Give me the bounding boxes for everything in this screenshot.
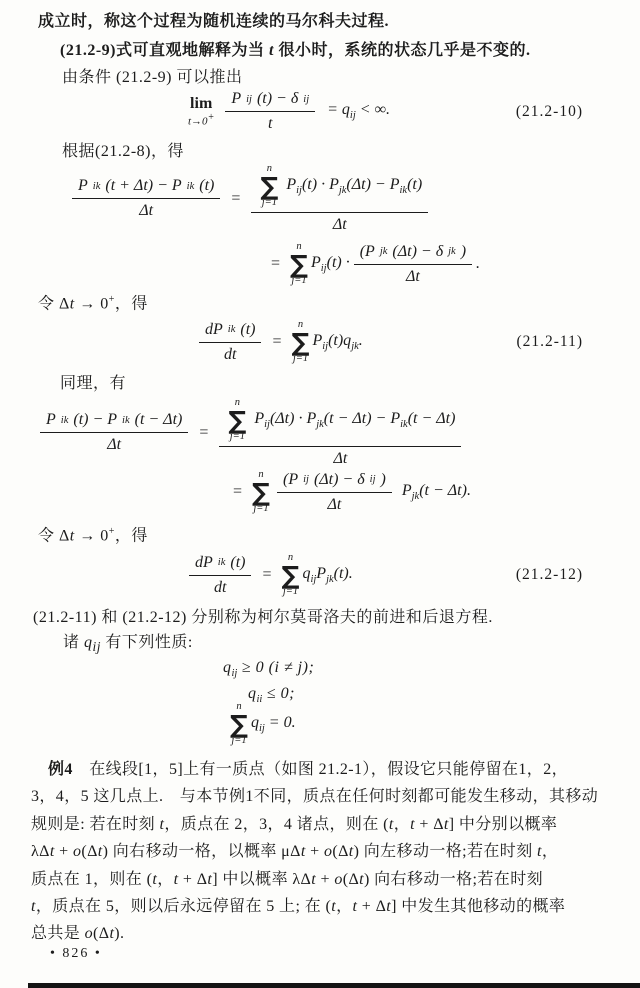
fraction-denominator: Δt (107, 436, 122, 454)
equation-backward-derivation-line2 (0, 470, 640, 515)
example-line: λΔt + o(Δt) 向右移动一格，以概率 μΔt + o(Δt) 向左移动一格;若在时刻 t， (31, 843, 559, 861)
fraction (72, 177, 220, 220)
fraction-numerator: P ik (t) − P ik (t − Δt) (40, 411, 188, 433)
sigma-symbol: ∑ (290, 249, 308, 279)
fraction-numerator: (P jk (Δt) − δ jk ) (354, 243, 472, 265)
summation-operator (290, 242, 308, 287)
summation-operator (230, 702, 248, 747)
fraction-denominator: dt (214, 578, 227, 596)
sigma-symbol: ∑ (252, 477, 270, 507)
summation-operator (252, 470, 270, 515)
lim-text: lim (190, 94, 213, 112)
summation-operator (292, 320, 310, 365)
scan-edge-bar (28, 983, 640, 988)
summation-operator (282, 553, 300, 598)
equals-sign: = (231, 189, 241, 207)
fraction-numerator: P ik (t + Δt) − P ik (t) (72, 177, 220, 199)
equation-21-2-11 (0, 320, 640, 365)
equals-sign: = (199, 423, 209, 441)
let-delta-t-sentence-2: 令 Δt → 0+，得 (38, 526, 148, 545)
fraction (199, 321, 261, 364)
explain-sentence: (21.2-9)式可直观地解释为当 t 很小时，系统的状态几乎是不变的. (60, 42, 531, 59)
fraction-denominator: t (267, 115, 273, 132)
sum-body: $q_{ij}P_{jk}(t)$. (302, 565, 353, 586)
fraction-numerator (251, 164, 428, 213)
example-line: 3，4，5 这几点上. 与本节例1不同，质点在任何时刻都可能发生移动，其移动 (31, 788, 599, 806)
sigma-symbol: ∑ (228, 405, 247, 435)
property-2: $q_{ii} \le 0$; (248, 685, 295, 706)
sum-lower-limit: j=1 (253, 503, 269, 515)
sigma-symbol: ∑ (230, 709, 248, 739)
summation-operator (260, 164, 278, 209)
fraction (189, 554, 251, 597)
fraction (354, 243, 472, 286)
sum-lower-limit: j=1 (229, 431, 245, 443)
let-delta-t-sentence-1: 令 Δt → 0+，得 (38, 294, 148, 313)
equals-sign: = (271, 255, 281, 273)
example-line: 例4 在线段[1，5]上有一质点（如图 21.2-1），假设它只能停留在1，2， (48, 761, 568, 778)
sum-upper-limit: n (236, 701, 242, 712)
sigma-symbol: ∑ (291, 327, 310, 357)
equation-rhs: = $q_{ij}$ < ∞. (327, 101, 390, 122)
sum-upper-limit: n (297, 319, 304, 330)
property-3 (227, 702, 296, 747)
tongli-sentence: 同理，有 (60, 375, 127, 392)
properties-intro: 诸 $q_{ij}$ 有下列性质: (63, 634, 193, 655)
property-1: $q_{ij} \ge 0$ (i ≠ j); (223, 659, 315, 680)
fraction (219, 398, 461, 468)
fraction (251, 164, 428, 234)
sum-lower-limit: j=1 (291, 275, 307, 287)
genju-sentence: 根据(21.2-8)，得 (62, 143, 184, 160)
sum-upper-limit: n (234, 397, 240, 408)
equation-backward-derivation-line1 (0, 398, 640, 468)
fraction-numerator (219, 398, 461, 447)
fraction-denominator: Δt (332, 215, 347, 233)
fraction-numerator: (P ij (Δt) − δ ij ) (277, 471, 392, 493)
lim-subscript: t→0+ (188, 111, 215, 128)
fraction-denominator: Δt (139, 202, 154, 220)
equals-sign: = (233, 483, 243, 501)
condition-sentence: 由条件 (21.2-9) 可以推出 (62, 69, 243, 86)
sum-upper-limit: n (296, 241, 302, 252)
fraction-numerator: dP ik (t) (189, 554, 251, 576)
equation-21-2-12 (0, 553, 640, 598)
example-line: 质点在 1，则在 (t，t + Δt] 中以概率 λΔt + o(Δt) 向右移动一格;若在时刻 (31, 870, 543, 888)
equals-sign: = (272, 333, 282, 351)
sum-lower-limit: j=1 (231, 735, 247, 747)
period: . (476, 255, 481, 273)
fraction (277, 471, 392, 514)
fraction-denominator: Δt (327, 495, 342, 513)
fraction-denominator: Δt (405, 267, 420, 285)
intro-sentence: 成立时，称这个过程为随机连续的马尔科夫过程. (38, 13, 390, 30)
sigma-symbol: ∑ (281, 560, 300, 590)
fraction (40, 411, 188, 454)
sum-upper-limit: n (258, 469, 264, 480)
sigma-symbol: ∑ (260, 171, 279, 201)
equation-number: (21.2-11) (516, 333, 583, 351)
example-line: 总共是 o(Δt). (31, 925, 125, 943)
sum-upper-limit: n (266, 163, 272, 174)
sum-body: $P_{ij}(t)q_{jk}$. (312, 332, 363, 353)
equation-number: (21.2-10) (515, 102, 583, 120)
limit-operator (188, 96, 214, 128)
fraction-numerator: P ij (t) − δ ij (225, 90, 315, 112)
equation-forward-derivation-line1 (0, 164, 640, 234)
sum-body: $q_{ij} = 0$. (250, 714, 296, 735)
fraction-denominator: Δt (333, 449, 348, 467)
sum-upper-limit: n (287, 552, 294, 563)
fraction (225, 90, 315, 133)
sum-body: $P_{ij}(t) \cdot P_{jk}(\Delta t) - P_{ik}(t)$ (286, 176, 423, 197)
equation-forward-derivation-line2 (0, 242, 640, 287)
summation-operator (228, 398, 246, 443)
sum-lower-limit: j=1 (282, 586, 299, 598)
fraction-numerator: dP ik (t) (199, 321, 261, 343)
equation-21-2-10 (0, 90, 640, 133)
page-number: • 826 • (50, 946, 102, 961)
equation-number: (21.2-12) (515, 566, 583, 584)
sum-body: $P_{ij}(\Delta t) \cdot P_{jk}(t - \Delta t) - P_{ik}(t - \Delta t)$ (254, 410, 456, 431)
fraction-denominator: dt (224, 345, 237, 363)
sum-lower-limit: j=1 (292, 353, 309, 365)
example-line: 规则是: 若在时刻 t，质点在 2，3，4 诸点，则在 (t，t + Δt] 中分别以概率 (31, 815, 558, 833)
equals-sign: = (262, 566, 272, 584)
sum-lower-limit: j=1 (261, 197, 277, 209)
example-paragraph (31, 756, 631, 948)
sum-body: $P_{ij}(t)$ · (310, 254, 350, 275)
sum-body: $P_{jk}(t - \Delta t)$. (401, 482, 471, 503)
example-line: t，质点在 5，则以后永远停留在 5 上; 在 (t，t + Δt] 中发生其他移动的概率 (31, 898, 566, 916)
kolmogorov-sentence: (21.2-11) 和 (21.2-12) 分别称为柯尔莫哥洛夫的前进和后退方程. (33, 609, 493, 626)
